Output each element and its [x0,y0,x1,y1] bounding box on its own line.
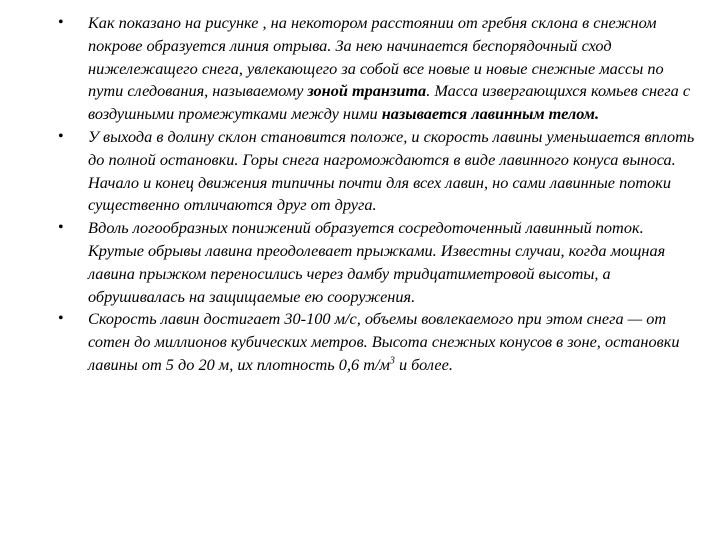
bullet-text: и более. [394,354,453,374]
bullet-text: . Масса извергающихся комьев снега с воздушными промежутками между ними [88,81,691,124]
bullet-item-transit-zone [58,12,702,126]
bullet-text: У выхода в долину склон становится положе, и скорость лавины уменьшается вплоть до полной остановки. Горы снега нагромождаются в виде лавинного конуса выноса. Начало и конец движения типичны почти для всех лавин, но сами лавинные потоки существенно отличаются друг от друга. [88,126,695,215]
bullet-text: Как показано на рисунке , на некотором расстоянии от гребня склона в снежном покрове образуется линия отрыва. За нею начинается беспорядочный сход нижележащего снега, увлекающего за собой все новые и новые снежные массы по пути следования, называемому [88,13,664,101]
bullet-item-concentrated-flow [58,217,702,308]
bullet-item-valley-exit [58,126,702,217]
bullet-item-avalanche-speed [58,308,702,376]
superscript: 3 [389,355,395,367]
bullet-text: Скорость лавин достигает 30-100 м/с, объемы вовлекаемого при этом снега — от сотен до миллионов кубических метров. Высота снежных конусов в зоне, остановки лавины от 5 до 20 м, их плотность 0,6 т/м [88,309,680,374]
bullet-text: Вдоль логообразных понижений образуется сосредоточенный лавинный поток. Крутые обрывы лавина преодолевает прыжками. Известны случаи, когда мощная лавина прыжком переносились через дамбу тридцатиметровой высоты, а обрушивалась на защищаемые ею сооружения. [88,218,666,306]
bullet-bold-term: зоной транзита [307,81,427,101]
bullet-bold-term: называется лавинным телом. [381,104,600,124]
bullet-list [58,12,702,377]
